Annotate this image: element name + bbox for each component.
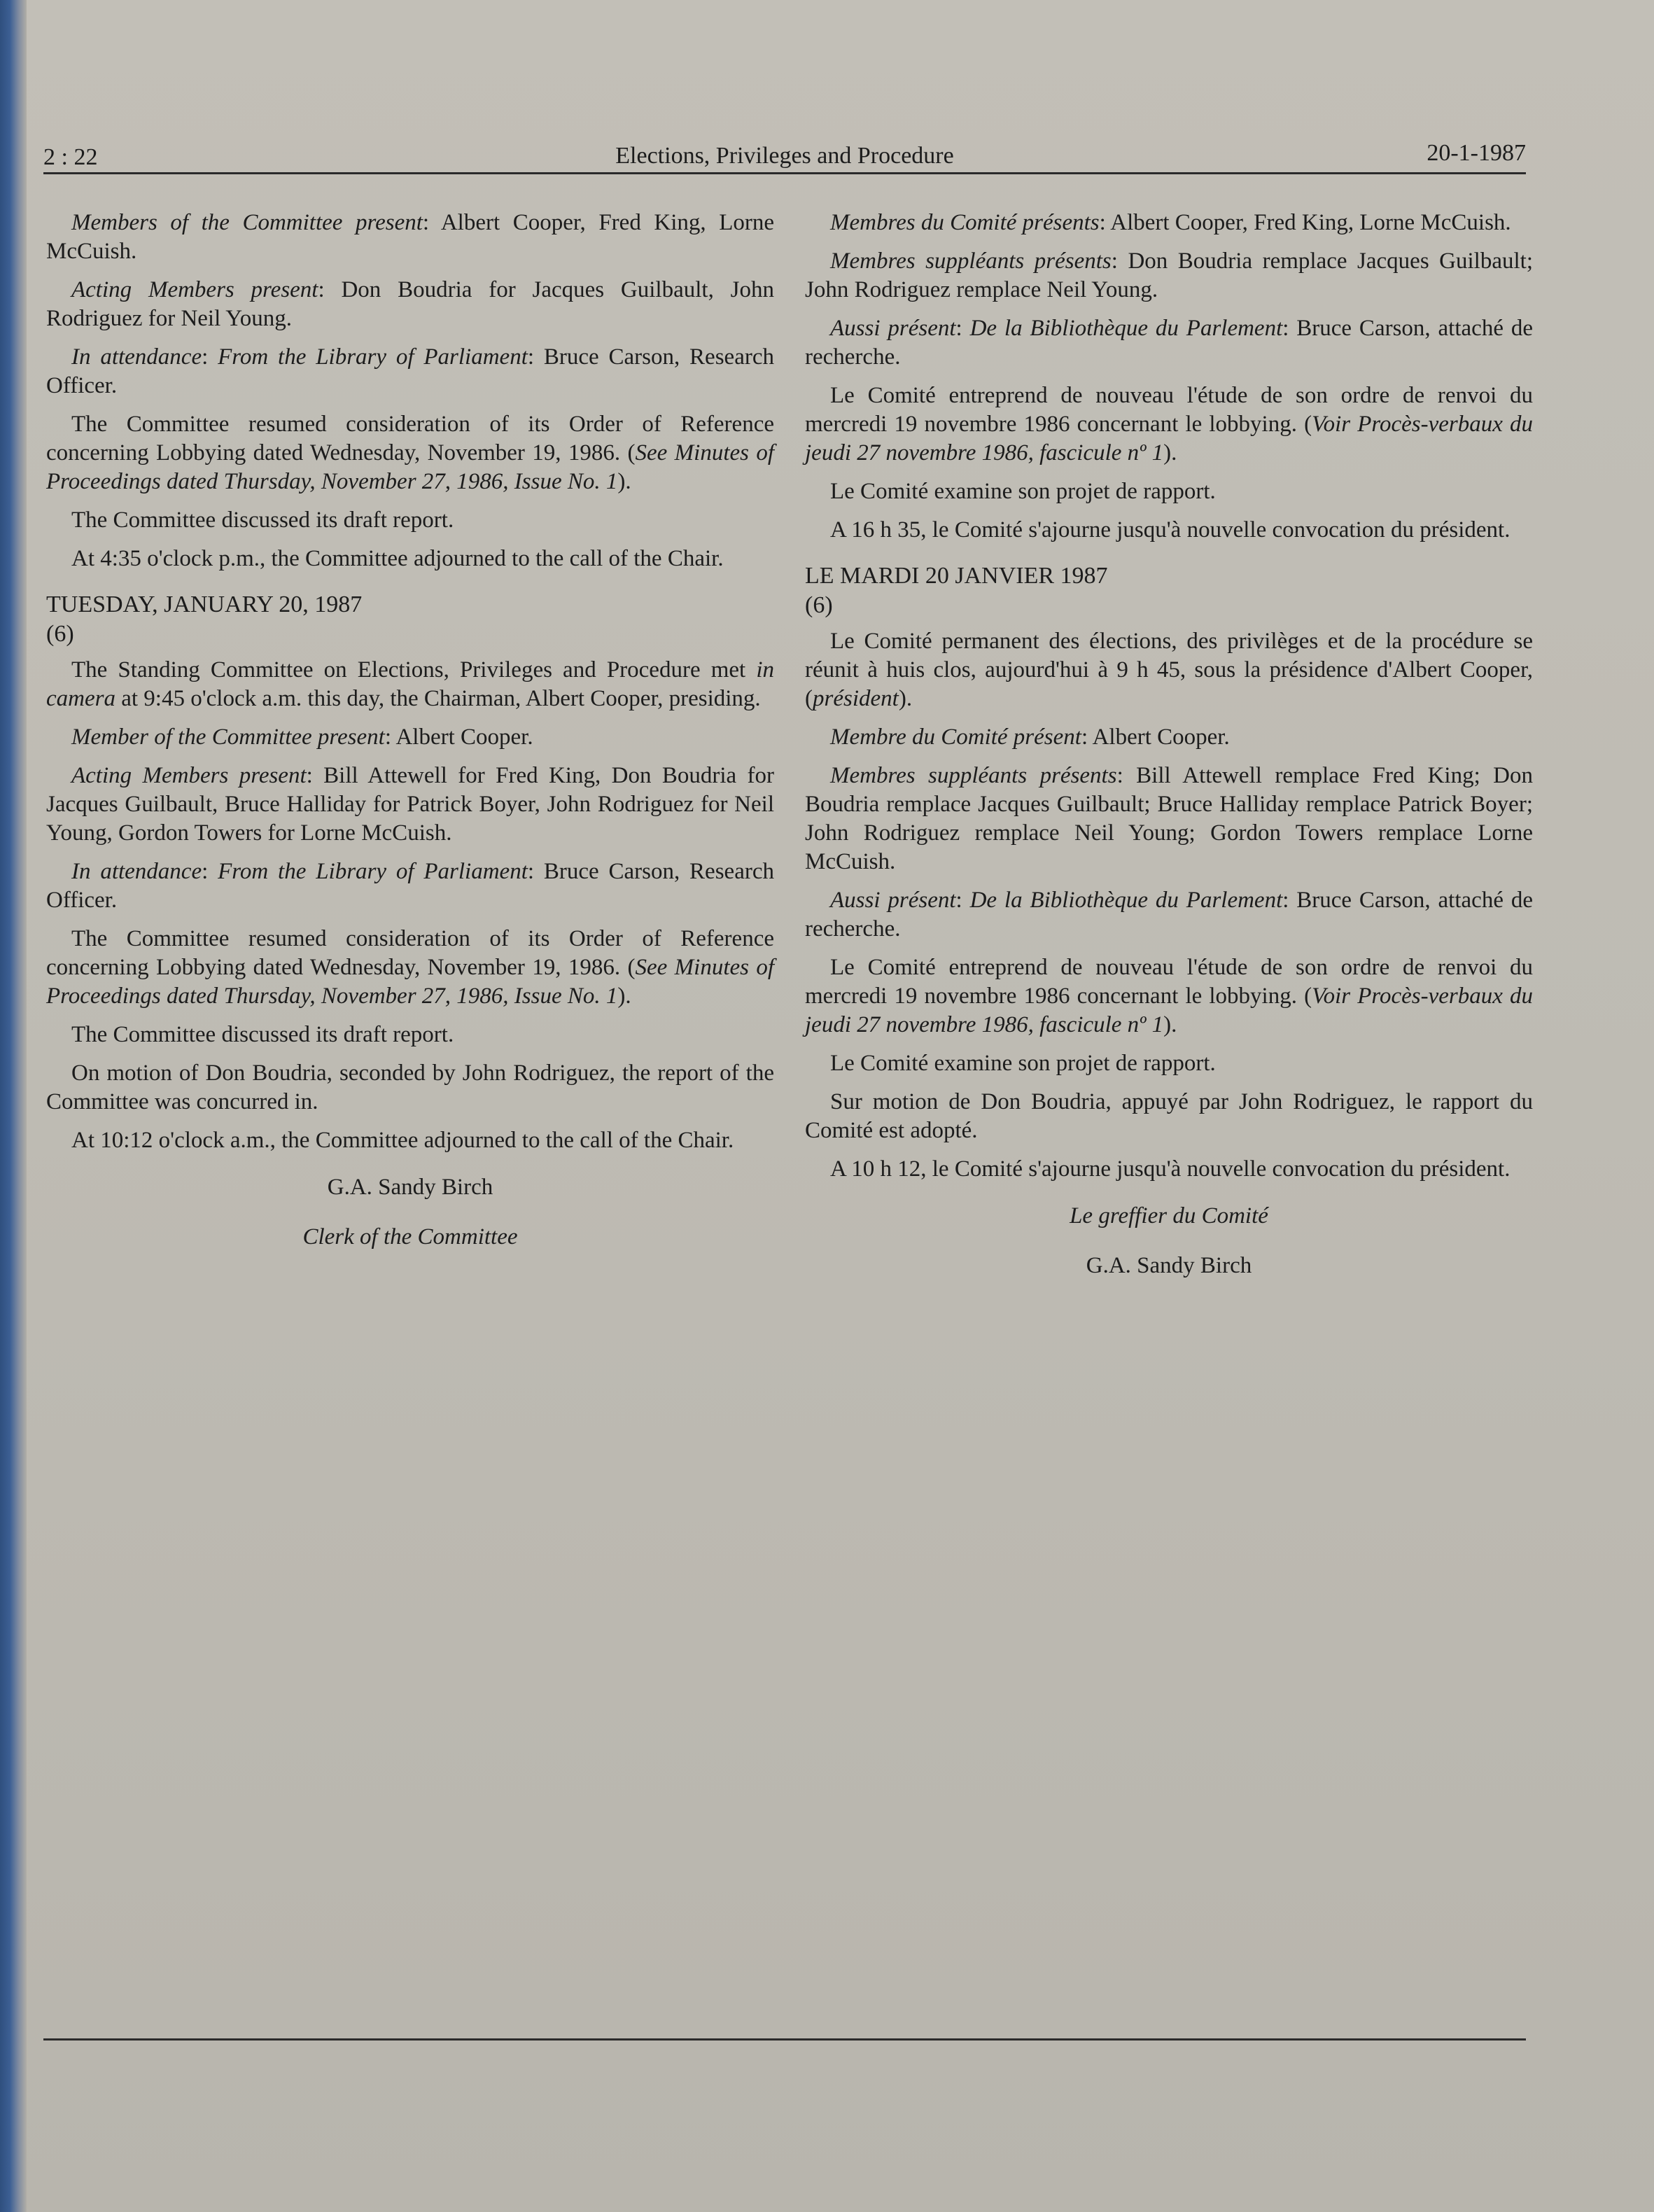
fr-s1-resumed: Le Comité entreprend de nouveau l'étude de son ordre de renvoi du mercredi 19 novembre 1986 concernant le lobbying. (Voir Procès-verbaux du jeudi 27 novembre 1986, fascicule nº 1). (805, 383, 1533, 465)
en-s1-attendance: In attendance: From the Library of Parliament: Bruce Carson, Research Officer. (46, 344, 774, 398)
en-s1-adjourned: At 4:35 o'clock p.m., the Committee adjourned to the call of the Chair. (71, 546, 724, 571)
en-signature-title: Clerk of the Committee (302, 1224, 518, 1250)
page-date: 20-1-1987 (1427, 140, 1526, 166)
page-title: Elections, Privileges and Procedure (615, 143, 954, 169)
fr-s2-attendance: Aussi présent: De la Bibliothèque du Parlement: Bruce Carson, attaché de recherche. (805, 888, 1533, 941)
en-s1-discussed: The Committee discussed its draft report. (71, 507, 454, 533)
en-s1-resumed: The Committee resumed consideration of its Order of Reference concerning Lobbying dated Wednesday, November 19, 1986. (See Minutes of Proceedings dated Thursday, November 27, 1986, Issue No. 1). (46, 412, 775, 494)
fr-s1-members: Membres du Comité présents: Albert Cooper, Fred King, Lorne McCuish. (830, 210, 1511, 235)
en-s2-attendance: In attendance: From the Library of Parliament: Bruce Carson, Research Officer. (46, 859, 774, 913)
fr-s2-member: Membre du Comité présent: Albert Cooper. (830, 724, 1230, 750)
header-rule (43, 172, 1526, 174)
en-s2-adjourned: At 10:12 o'clock a.m., the Committee adjourned to the call of the Chair. (71, 1128, 734, 1153)
fr-s2-met: Le Comité permanent des élections, des privilèges et de la procédure se réunit à huis clos, aujourd'hui à 9 h 45, sous la présidence d'Albert Cooper, (président). (805, 629, 1533, 711)
en-s1-acting: Acting Members present: Don Boudria for Jacques Guilbault, John Rodriguez for Neil Young. (46, 277, 774, 331)
english-column (46, 209, 774, 1273)
en-s1-members: Members of the Committee present: Albert Cooper, Fred King, Lorne McCuish. (46, 210, 774, 264)
fr-s1-adjourned: A 16 h 35, le Comité s'ajourne jusqu'à nouvelle convocation du président. (830, 517, 1511, 542)
fr-s1-discussed: Le Comité examine son projet de rapport. (830, 479, 1216, 504)
fr-s1-acting: Membres suppléants présents: Don Boudria remplace Jacques Guilbault; John Rodriguez remplace Neil Young. (805, 248, 1533, 302)
en-signature-name: G.A. Sandy Birch (327, 1175, 493, 1200)
fr-s2-heading: LE MARDI 20 JANVIER 1987 (6) (805, 563, 1108, 618)
fr-s2-resumed: Le Comité entreprend de nouveau l'étude de son ordre de renvoi du mercredi 19 novembre 1986 concernant le lobbying. (Voir Procès-verbaux du jeudi 27 novembre 1986, fascicule nº 1). (805, 955, 1533, 1037)
page-header (43, 133, 1526, 175)
fr-s2-discussed: Le Comité examine son projet de rapport. (830, 1051, 1216, 1076)
en-s2-resumed: The Committee resumed consideration of its Order of Reference concerning Lobbying dated Wednesday, November 19, 1986. (See Minutes of Proceedings dated Thursday, November 27, 1986, Issue No. 1). (46, 926, 775, 1009)
fr-s2-acting: Membres suppléants présents: Bill Attewell remplace Fred King; Don Boudria remplace Jacques Guilbault; Bruce Halliday remplace Patrick Boyer; John Rodriguez remplace Neil Young; Gordon Towers remplace Lorne McCuish. (805, 763, 1533, 874)
en-s2-acting: Acting Members present: Bill Attewell for Fred King, Don Boudria for Jacques Guilbault, Bruce Halliday for Patrick Boyer, John Rodriguez for Neil Young, Gordon Towers for Lorne McCuish. (46, 763, 774, 846)
footer-rule (43, 2038, 1526, 2040)
fr-s2-adjourned: A 10 h 12, le Comité s'ajourne jusqu'à nouvelle convocation du président. (830, 1156, 1511, 1182)
book-binding (0, 0, 27, 2212)
fr-signature-name: G.A. Sandy Birch (1086, 1253, 1252, 1278)
fr-signature-title: Le greffier du Comité (1070, 1203, 1268, 1228)
en-s2-heading: TUESDAY, JANUARY 20, 1987 (6) (46, 592, 363, 647)
fr-s1-attendance: Aussi présent: De la Bibliothèque du Parlement: Bruce Carson, attaché de recherche. (805, 316, 1533, 370)
en-s2-met: The Standing Committee on Elections, Privileges and Procedure met in camera at 9:45 o'clock a.m. this day, the Chairman, Albert Cooper, presiding. (46, 657, 774, 711)
french-column (805, 209, 1533, 1301)
en-s2-discussed: The Committee discussed its draft report. (71, 1022, 454, 1047)
en-s2-member: Member of the Committee present: Albert Cooper. (71, 724, 533, 750)
en-s2-motion: On motion of Don Boudria, seconded by John Rodriguez, the report of the Committee was concurred in. (46, 1060, 774, 1114)
fr-s2-motion: Sur motion de Don Boudria, appuyé par John Rodriguez, le rapport du Comité est adopté. (805, 1089, 1533, 1143)
page-number: 2 : 22 (43, 144, 98, 170)
